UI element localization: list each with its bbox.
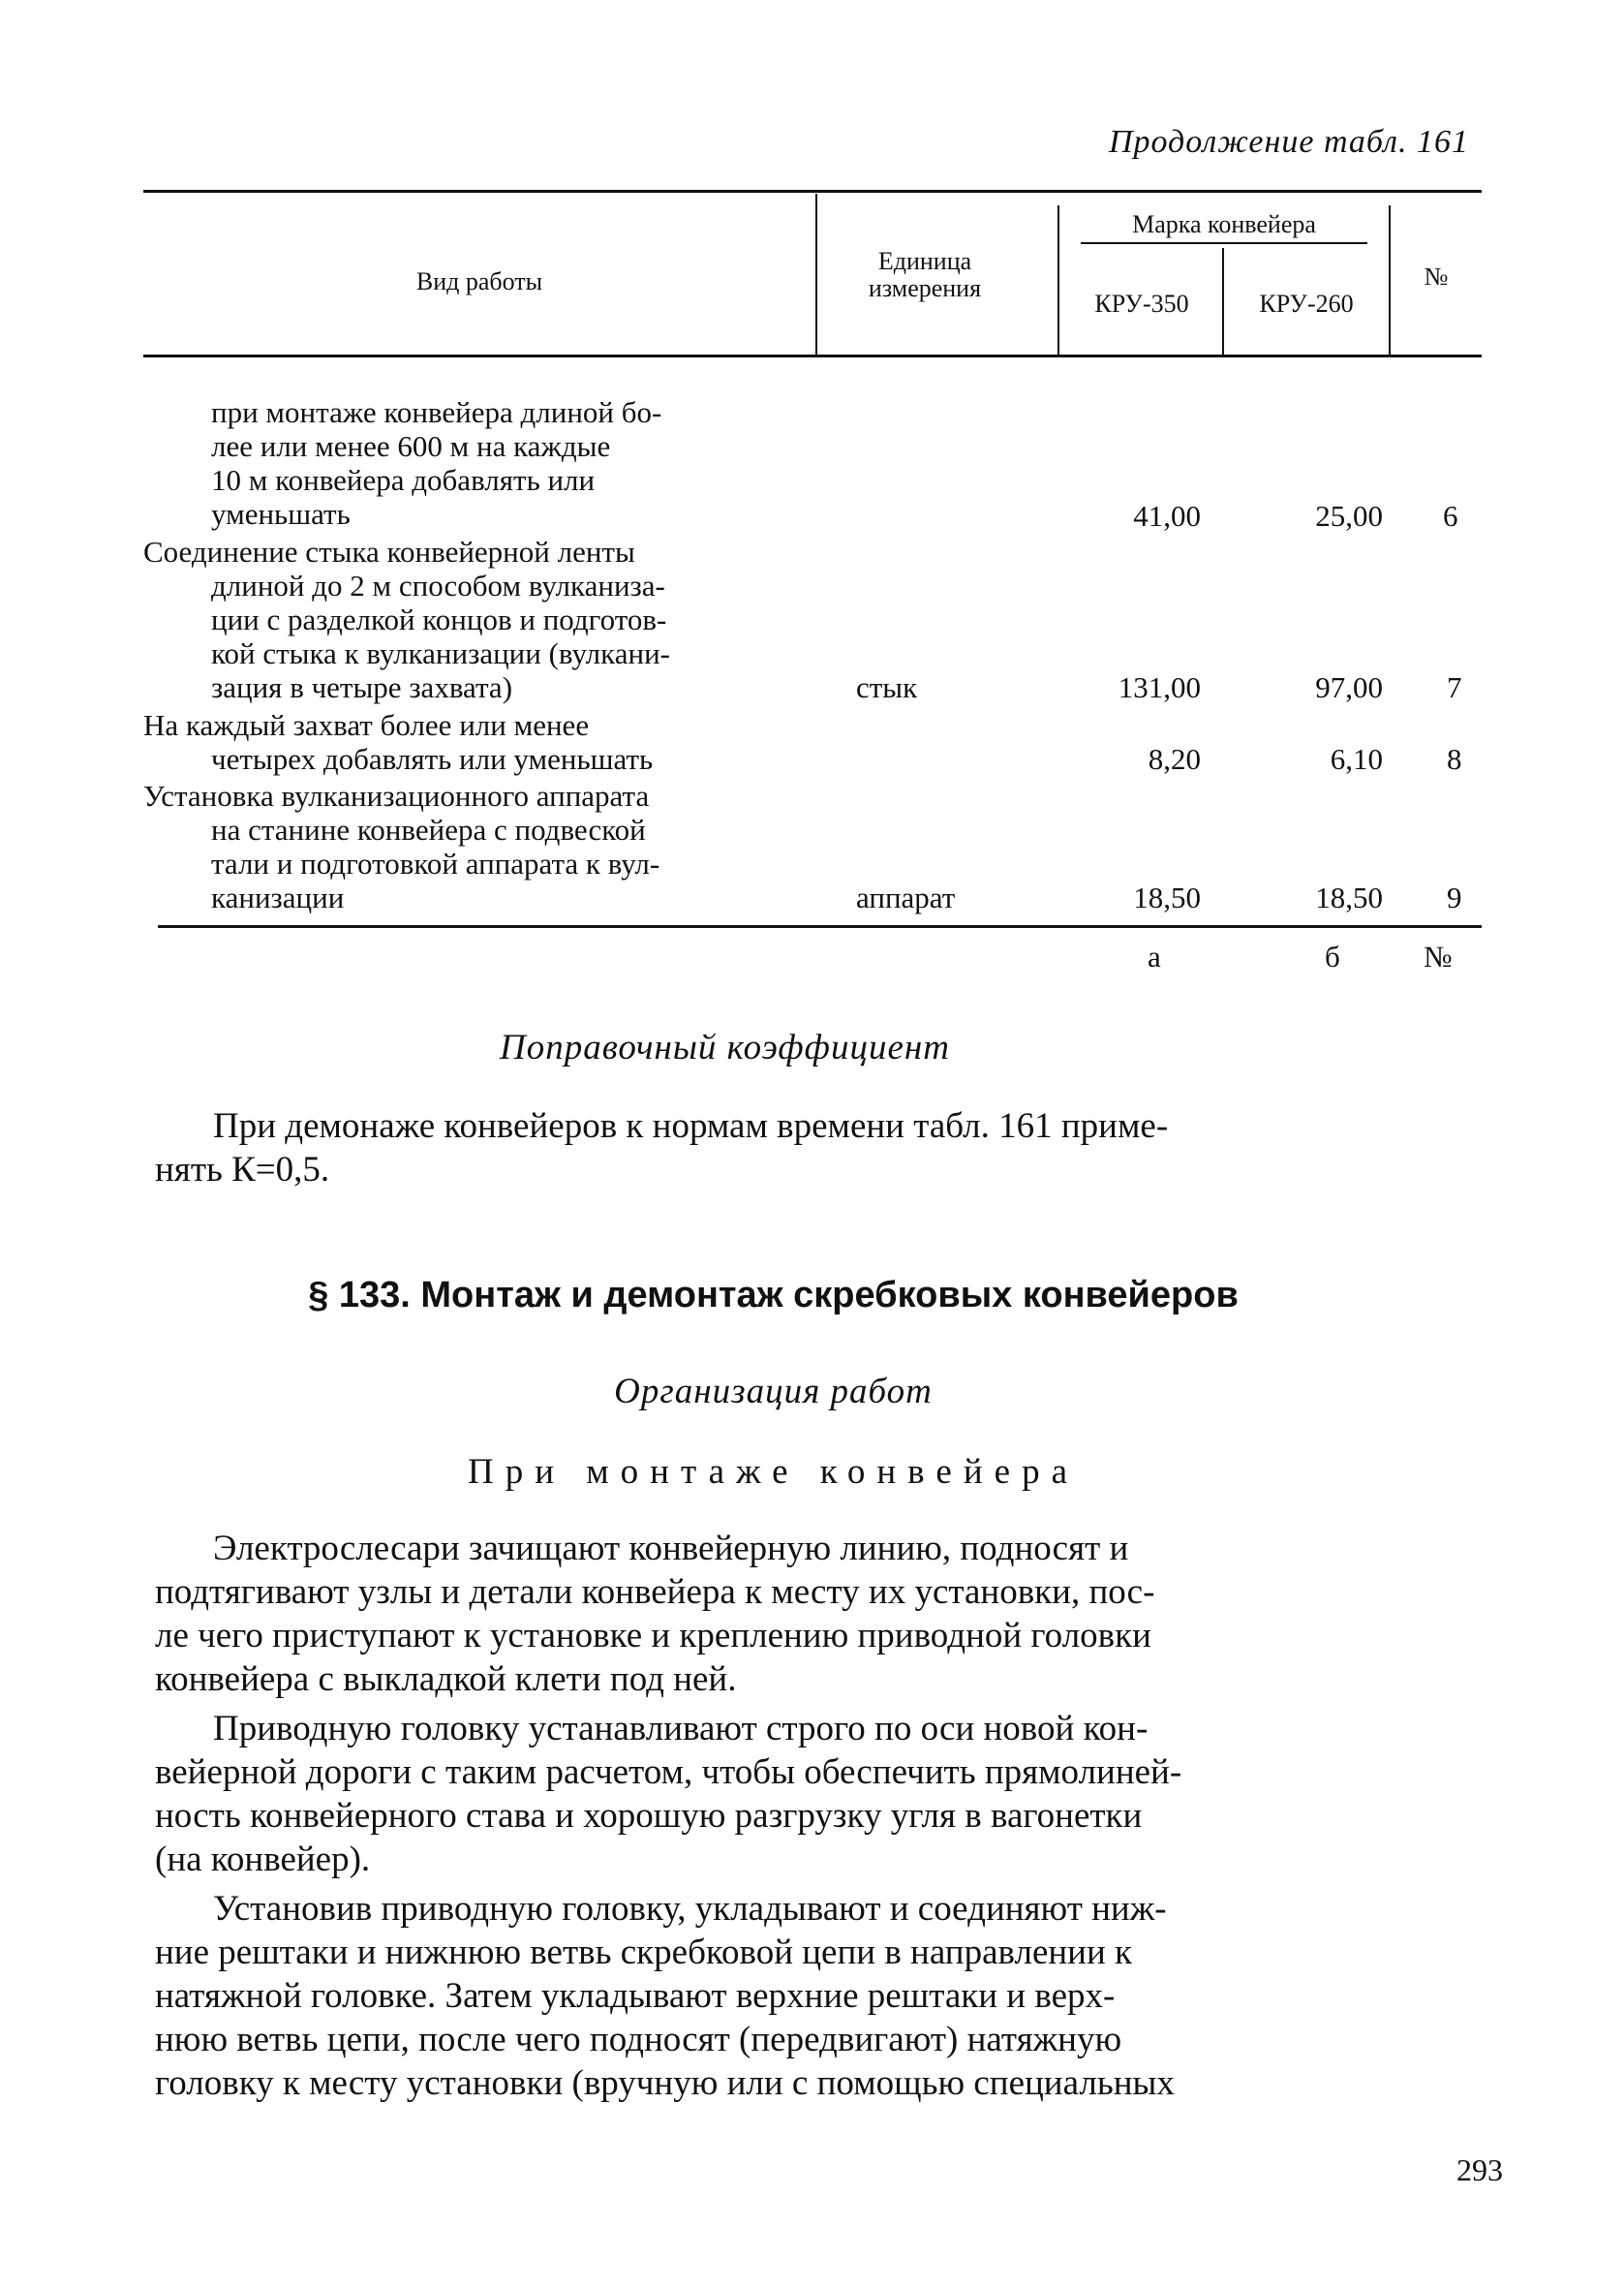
row-value-kru-260: 6,10	[1330, 742, 1383, 776]
paragraph-line: Приводную головку устанавливают строго по оси новой кон-	[213, 1709, 1149, 1748]
row-line: Установка вулканизационного аппарата	[143, 779, 650, 813]
row-line: уменьшать	[211, 497, 351, 531]
section-subsubtitle: При монтаже конвейера	[468, 1452, 1079, 1492]
table-top-rule	[143, 190, 1482, 193]
section-title: § 133. Монтаж и демонтаж скребковых конвейеров	[308, 1275, 1239, 1315]
table-row	[143, 535, 812, 704]
paragraph-line: нять К=0,5.	[155, 1150, 330, 1190]
paragraph-line: Установив приводную головку, укладывают и соединяют ниж-	[213, 1889, 1167, 1929]
row-line: при монтаже конвейера длиной бо-	[211, 395, 662, 429]
table-row	[143, 395, 812, 531]
row-line: лее или менее 600 м на каждые	[211, 429, 611, 463]
paragraph-line: ле чего приступают к установке и креплению приводной головки	[155, 1616, 1151, 1655]
row-line: на станине конвейера с подвеской	[211, 813, 646, 847]
page-number: 293	[1456, 2152, 1503, 2187]
row-number: 9	[1447, 881, 1462, 914]
row-line: канизации	[211, 881, 345, 914]
row-line: На каждый захват более или менее	[143, 708, 590, 742]
row-line: ции с разделкой концов и подготов-	[211, 603, 667, 636]
table-divider-1	[815, 194, 817, 355]
row-number: 8	[1447, 742, 1462, 776]
paragraph-line: подтягивают узлы и детали конвейера к месту их установки, пос-	[155, 1572, 1155, 1612]
section-subtitle: Организация работ	[614, 1372, 933, 1411]
paragraph-line: ность конвейерного става и хорошую разгрузку угля в вагонетки	[155, 1796, 1143, 1836]
row-number: 7	[1447, 670, 1462, 704]
paragraph-line: натяжной головке. Затем укладывают верхние рештаки и верх-	[155, 1976, 1116, 2016]
row-number: 6	[1443, 499, 1458, 533]
table-bottom-rule	[158, 925, 1482, 928]
footer-label-number: №	[1424, 940, 1453, 974]
row-line: тали и подготовкой аппарата к вул-	[211, 847, 660, 881]
row-line: длиной до 2 м способом вулканиза-	[211, 569, 665, 603]
header-brand-group: Марка конвейера	[1132, 210, 1316, 238]
row-value-kru-350: 8,20	[1148, 742, 1201, 776]
row-unit: аппарат	[856, 881, 956, 914]
row-line: зация в четыре захвата)	[211, 670, 513, 704]
row-line: четырех добавлять или уменьшать	[211, 742, 654, 776]
footer-label-a: а	[1148, 940, 1161, 974]
paragraph-line: конвейера с выкладкой клети под ней.	[155, 1659, 737, 1699]
table-continuation-caption: Продолжение табл. 161	[1108, 124, 1469, 160]
brand-group-rule	[1081, 242, 1367, 244]
paragraph-line: вейерной дороги с таким расчетом, чтобы обеспечить прямолиней-	[155, 1752, 1182, 1792]
row-line: Соединение стыка конвейерной ленты	[143, 535, 635, 569]
row-unit: стык	[856, 670, 918, 704]
row-value-kru-260: 97,00	[1315, 670, 1383, 704]
header-kru-350: КРУ-350	[1094, 290, 1189, 318]
header-number: №	[1424, 263, 1449, 291]
correction-paragraph	[155, 1104, 1511, 1191]
row-value-kru-260: 25,00	[1315, 499, 1383, 533]
row-value-kru-260: 18,50	[1315, 881, 1383, 914]
paragraph	[155, 1887, 1511, 2105]
paragraph-line: нюю ветвь цепи, после чего подносят (передвигают) натяжную	[155, 2020, 1122, 2059]
footer-label-b: б	[1325, 940, 1340, 974]
paragraph-line: ние рештаки и нижнюю ветвь скребковой цепи в направлении к	[155, 1933, 1133, 1972]
paragraph	[155, 1707, 1511, 1881]
table-divider-3	[1222, 248, 1224, 355]
header-unit: Единица измерения	[868, 247, 982, 302]
table-row	[143, 779, 812, 914]
paragraph	[155, 1527, 1511, 1701]
paragraph-line: (на конвейер).	[155, 1840, 371, 1879]
header-kru-260: КРУ-260	[1259, 290, 1354, 318]
table-row	[143, 708, 812, 776]
row-value-kru-350: 131,00	[1118, 670, 1201, 704]
row-value-kru-350: 18,50	[1133, 881, 1201, 914]
row-line: 10 м конвейера добавлять или	[211, 463, 596, 497]
paragraph-line: При демонаже конвейеров к нормам времени табл. 161 приме-	[213, 1106, 1169, 1146]
correction-title: Поправочный коэффициент	[500, 1028, 950, 1067]
paragraph-line: головку к месту установки (вручную или с помощью специальных	[155, 2063, 1175, 2103]
row-line: кой стыка к вулканизации (вулкани-	[211, 636, 670, 670]
row-value-kru-350: 41,00	[1133, 499, 1201, 533]
paragraph-line: Электрослесари зачищают конвейерную линию, подносят и	[213, 1529, 1129, 1568]
header-work-type: Вид работы	[415, 267, 543, 295]
table-header-rule	[143, 355, 1482, 357]
